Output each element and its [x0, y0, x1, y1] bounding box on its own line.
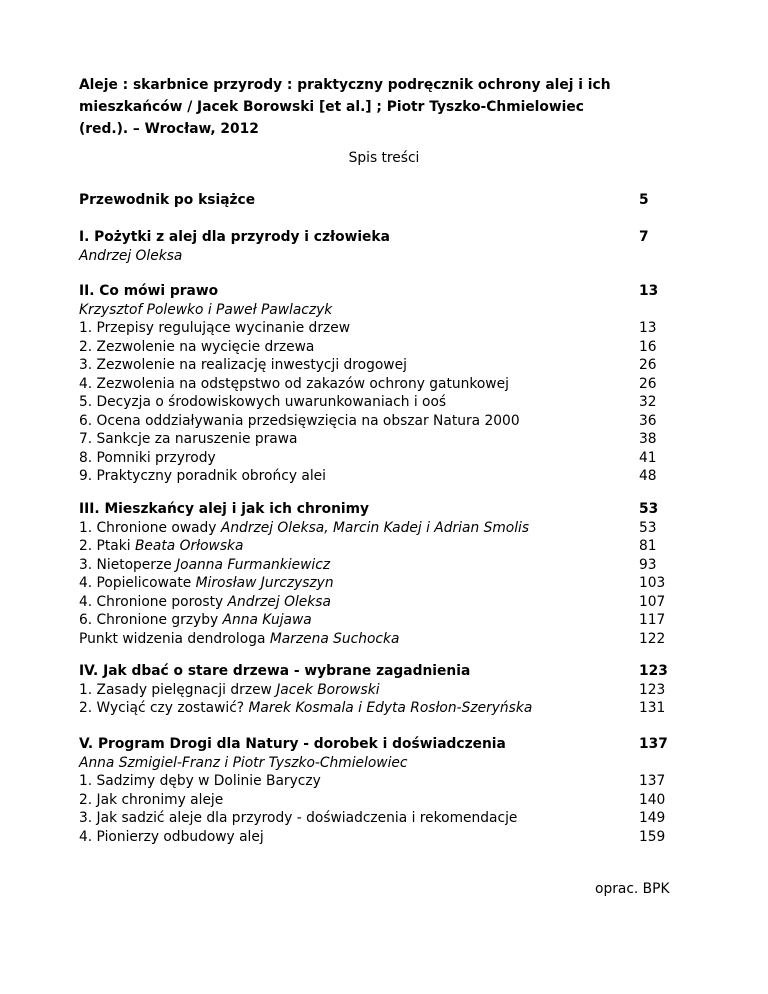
toc-entry-title: 9. Praktyczny poradnik obrońcy alei	[79, 468, 326, 484]
toc-entry-author: Anna Kujawa	[222, 612, 312, 628]
toc-entry-author: Andrzej Oleksa, Marcin Kadej i Adrian Smolis	[220, 519, 530, 536]
toc-entry-author: Andrzej Oleksa	[227, 593, 331, 610]
bibliographic-header	[79, 74, 679, 140]
toc-entry-title: 8. Pomniki przyrody	[79, 449, 216, 466]
toc-entry-title: Punkt widzenia dendrologa	[79, 630, 270, 647]
toc-heading-row	[79, 662, 679, 681]
toc-entry-page: 137	[639, 773, 666, 789]
toc-section-4	[79, 662, 679, 718]
toc-entry-title: 2. Wyciąć czy zostawić?	[79, 700, 249, 716]
toc-entry	[79, 375, 679, 394]
toc-authors: Anna Szmigiel-Franz i Piotr Tyszko-Chmielowiec	[79, 754, 408, 771]
toc-entry	[79, 537, 679, 556]
toc-entry-title: 3. Nietoperze	[79, 556, 177, 573]
toc-entry-page: 13	[639, 320, 657, 336]
toc-entry	[79, 430, 679, 449]
toc-entry-page: 26	[639, 357, 657, 373]
header-line: (red.). – Wrocław, 2012	[79, 121, 259, 137]
toc-entry	[79, 611, 679, 630]
toc-entry-author: Mirosław Jurczyszyn	[195, 575, 334, 591]
toc-entry	[79, 467, 679, 486]
toc-section-3	[79, 500, 679, 648]
toc-section-1	[79, 228, 679, 265]
toc-section-2	[79, 282, 679, 486]
toc-entry	[79, 681, 679, 700]
toc-entry-title: 4. Chronione porosty	[79, 593, 228, 610]
toc-entry-author: Marek Kosmala i Edyta Rosłon-Szeryńska	[248, 700, 533, 716]
toc-entry	[79, 356, 679, 375]
toc-authors-row	[79, 247, 679, 266]
toc-heading: V. Program Drogi dla Natury - dorobek i doświadczenia	[79, 736, 506, 752]
toc-entry	[79, 556, 679, 575]
toc-entry	[79, 574, 679, 593]
toc-authors: Krzysztof Polewko i Paweł Pawlaczyk	[79, 301, 333, 318]
toc-heading: I. Pożytki z alej dla przyrody i człowieka	[79, 229, 390, 245]
toc-entry	[79, 809, 679, 828]
toc-authors-row	[79, 301, 679, 320]
toc-entry-page: 149	[639, 810, 666, 826]
toc-section-5	[79, 735, 679, 846]
toc-entry-title: 6. Chronione grzyby	[79, 612, 223, 628]
toc-entry-page: 93	[639, 556, 657, 573]
toc-entry	[79, 630, 679, 649]
toc-entry-title: 1. Sadzimy dęby w Dolinie Baryczy	[79, 773, 321, 789]
toc-entry-page: 26	[639, 375, 657, 392]
toc-entry-title: 4. Zezwolenia na odstępstwo od zakazów ochrony gatunkowej	[79, 375, 509, 392]
toc-heading: Przewodnik po książce	[79, 192, 256, 208]
toc-title: Spis treści	[348, 150, 420, 166]
toc-section-guide	[79, 191, 679, 210]
toc-entry-page: 122	[639, 630, 666, 647]
toc-entry-page: 117	[639, 612, 666, 628]
toc-heading-row	[79, 500, 679, 519]
toc-entry-page: 107	[639, 593, 666, 610]
toc-entry-page: 38	[639, 431, 657, 447]
toc-entry	[79, 449, 679, 468]
toc-entry	[79, 772, 679, 791]
toc-entry-page: 41	[639, 449, 657, 466]
toc-heading: III. Mieszkańcy alej i jak ich chronimy	[79, 501, 370, 517]
toc-entry-page: 81	[639, 538, 657, 554]
toc-entry-title: 4. Pionierzy odbudowy alej	[79, 828, 264, 845]
toc-entry-title: 2. Zezwolenie na wycięcie drzewa	[79, 338, 315, 355]
toc-page: 5	[639, 192, 649, 208]
toc-entry	[79, 593, 679, 612]
toc-entry-title: 1. Chronione owady	[79, 519, 221, 536]
toc-heading-row	[79, 228, 679, 247]
toc-page: 53	[639, 501, 659, 517]
toc-entry-page: 48	[639, 468, 657, 484]
toc-heading-row	[79, 282, 679, 301]
toc-entry-page: 103	[639, 575, 666, 591]
toc-page: 13	[639, 283, 659, 299]
toc-page: 123	[639, 663, 668, 679]
toc-entry-author: Joanna Furmankiewicz	[176, 556, 331, 573]
toc-page: 7	[639, 229, 649, 245]
toc-entry-title: 6. Ocena oddziaływania przedsięwzięcia na obszar Natura 2000	[79, 412, 520, 429]
toc-entry-page: 36	[639, 412, 657, 429]
toc-entry	[79, 393, 679, 412]
toc-entry-page: 53	[639, 519, 657, 536]
toc-heading-row	[79, 735, 679, 754]
toc-entry-page: 140	[639, 791, 666, 808]
toc-entry-page: 159	[639, 828, 666, 845]
toc-entry-page: 32	[639, 394, 657, 410]
toc-entry-page: 16	[639, 338, 657, 355]
toc-entry-title: 2. Ptaki	[79, 538, 135, 554]
toc-entry-title: 7. Sankcje za naruszenie prawa	[79, 431, 298, 447]
toc-entry	[79, 699, 679, 718]
toc-entry	[79, 519, 679, 538]
toc-entry-title: 3. Zezwolenie na realizację inwestycji drogowej	[79, 357, 407, 373]
toc-entry-title: 4. Popielicowate	[79, 575, 196, 591]
toc-entry-title: 1. Zasady pielęgnacji drzew	[79, 681, 277, 698]
toc-entry	[79, 412, 679, 431]
toc-authors: Andrzej Oleksa	[79, 247, 183, 264]
toc-entry-title: 5. Decyzja o środowiskowych uwarunkowaniach i ooś	[79, 394, 447, 410]
toc-entry	[79, 828, 679, 847]
credit-note: oprac. BPK	[595, 881, 670, 897]
toc-entry-page: 131	[639, 700, 666, 716]
toc-page: 137	[639, 736, 668, 752]
toc-entry	[79, 791, 679, 810]
toc-entry-title: 2. Jak chronimy aleje	[79, 791, 224, 808]
toc-heading: IV. Jak dbać o stare drzewa - wybrane zagadnienia	[79, 663, 471, 679]
toc-heading-row	[79, 191, 679, 210]
toc-entry-title: 3. Jak sadzić aleje dla przyrody - doświadczenia i rekomendacje	[79, 810, 518, 826]
toc-entry-author: Beata Orłowska	[134, 538, 244, 554]
toc-entry-page: 123	[639, 681, 666, 698]
toc-entry	[79, 338, 679, 357]
toc-entry-title: 1. Przepisy regulujące wycinanie drzew	[79, 320, 351, 336]
toc-authors-row	[79, 754, 679, 773]
header-line: Aleje : skarbnice przyrody : praktyczny podręcznik ochrony alej i ich	[79, 77, 611, 93]
toc-heading: II. Co mówi prawo	[79, 283, 219, 299]
toc-entry	[79, 319, 679, 338]
toc-entry-author: Jacek Borowski	[276, 681, 380, 698]
header-line: mieszkańców / Jacek Borowski [et al.] ; Piotr Tyszko-Chmielowiec	[79, 99, 584, 115]
toc-entry-author: Marzena Suchocka	[269, 630, 400, 647]
